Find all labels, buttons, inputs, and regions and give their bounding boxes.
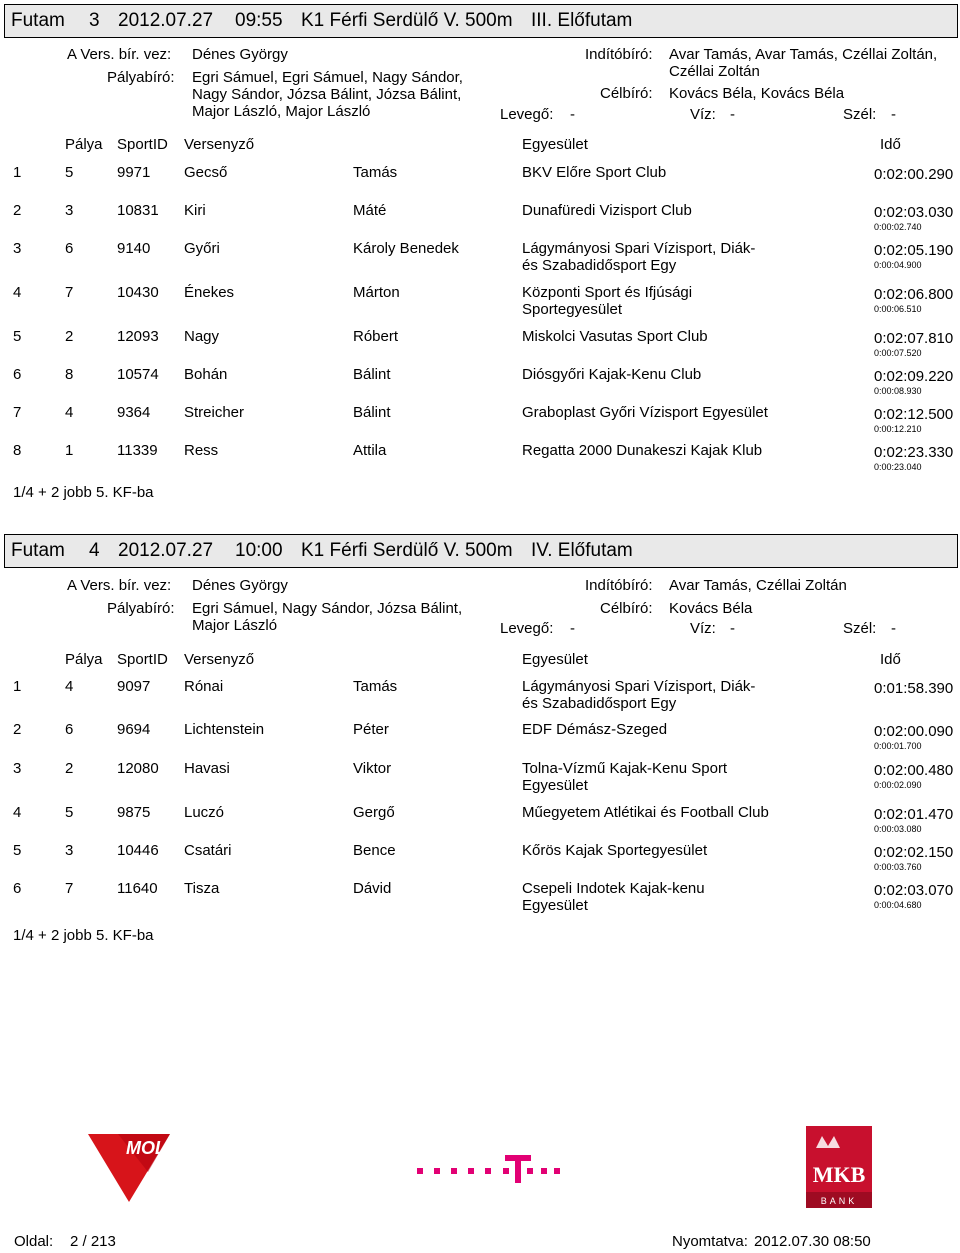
col-time: Idő [880,136,901,153]
time-behind: 0:00:03.080 [874,824,922,834]
club-line: Műegyetem Atlétikai és Football Club [522,804,769,821]
club-line: Egyesület [522,897,588,914]
last-name: Streicher [184,404,245,421]
col-competitor: Versenyző [184,651,255,668]
sport-id: 10831 [117,202,159,219]
telekom-logo-graphic [415,1152,560,1186]
place: 2 [13,202,22,219]
club-line: Központi Sport és Ifjúsági [522,284,693,301]
last-name: Havasi [184,760,230,777]
first-name: Máté [353,202,387,219]
time-behind: 0:00:04.900 [874,260,922,270]
lane: 4 [65,678,74,695]
wind-value: - [891,620,896,637]
lane: 3 [65,842,74,859]
sport-id: 10430 [117,284,159,301]
first-name: Bence [353,842,396,859]
sport-id: 9971 [117,164,151,181]
lane: 7 [65,880,74,897]
first-name: Dávid [353,880,392,897]
starter-line: Czéllai Zoltán [669,63,760,80]
svg-text:MOL: MOL [126,1138,166,1158]
col-competitor: Versenyző [184,136,255,153]
finish-time: 0:02:03.070 [874,882,954,899]
sport-id: 9140 [117,240,151,257]
first-name: Róbert [353,328,399,345]
wind-label: Szél: [843,106,877,123]
col-time: Idő [880,651,901,668]
last-name: Ress [184,442,219,459]
finish-time: 0:02:00.090 [874,723,954,740]
sport-id: 11339 [117,442,158,459]
water-label: Víz: [690,106,716,123]
qualification-note: 1/4 + 2 jobb 5. KF-ba [13,927,154,944]
course-judge-line: Egri Sámuel, Egri Sámuel, Nagy Sándor, [192,69,463,86]
first-name: Károly Benedek [353,240,459,257]
heat-time: 10:00 [235,540,283,561]
course-judge-label: Pályabíró: [107,69,175,86]
first-name: Tamás [353,678,398,695]
finish-time: 0:02:23.330 [874,444,954,461]
club-line: Lágymányosi Spari Vízisport, Diák- [522,678,756,695]
finish-time: 0:02:06.800 [874,286,954,303]
course-judge-line: Major László [192,617,278,634]
place: 3 [13,240,22,257]
last-name: Lichtenstein [184,721,265,738]
finish-time: 0:02:03.030 [874,204,954,221]
time-behind: 0:00:12.210 [874,424,922,434]
club-line: Csepeli Indotek Kajak-kenu [522,880,705,897]
time-behind: 0:00:06.510 [874,304,922,314]
heat-round: III. Előfutam [531,10,633,31]
place: 3 [13,760,22,777]
sport-id: 9364 [117,404,151,421]
heat-event: K1 Férfi Serdülő V. 500m [301,10,513,31]
chief-judge-label: A Vers. bír. vez: [67,577,172,594]
water-label: Víz: [690,620,716,637]
wind-value: - [891,106,896,123]
course-judge-line: Major László, Major László [192,103,371,120]
sport-id: 9097 [117,678,151,695]
course-judge-line: Egri Sámuel, Nagy Sándor, Józsa Bálint, [192,600,463,617]
lane: 2 [65,760,74,777]
heat-date: 2012.07.27 [118,540,214,561]
lane: 5 [65,804,74,821]
chief-judge-label: A Vers. bír. vez: [67,46,172,63]
telekom-logo [415,1152,560,1186]
club-line: Sportegyesület [522,301,623,318]
first-name: Bálint [353,366,391,383]
sport-id: 12080 [117,760,159,777]
water-value: - [730,620,735,637]
lane: 2 [65,328,74,345]
page-number: 2 / 213 [70,1233,116,1250]
last-name: Csatári [184,842,232,859]
wind-label: Szél: [843,620,877,637]
last-name: Nagy [184,328,220,345]
heat-label: Futam [11,540,65,561]
last-name: Luczó [184,804,225,821]
place: 4 [13,804,22,821]
water-value: - [730,106,735,123]
mol-logo [88,1132,170,1204]
club-line: Dunafüredi Vizisport Club [522,202,692,219]
lane: 6 [65,240,74,257]
starter-label: Indítóbíró: [585,577,653,594]
first-name: Viktor [353,760,392,777]
first-name: Márton [353,284,400,301]
club-line: Diósgyőri Kajak-Kenu Club [522,366,702,383]
club-line: Miskolci Vasutas Sport Club [522,328,708,345]
starter-line: Avar Tamás, Avar Tamás, Czéllai Zoltán, [669,46,938,63]
col-lane: Pálya [65,651,103,668]
finish-judge-value: Kovács Béla, Kovács Béla [669,85,845,102]
sport-id: 10446 [117,842,159,859]
heat-header-bar [4,534,958,568]
place: 5 [13,328,22,345]
place: 7 [13,404,22,421]
time-behind: 0:00:02.740 [874,222,922,232]
finish-judge-label: Célbíró: [600,85,653,102]
club-line: Regatta 2000 Dunakeszi Kajak Klub [522,442,763,459]
sport-id: 11640 [117,880,158,897]
lane: 4 [65,404,74,421]
sport-id: 10574 [117,366,159,383]
first-name: Péter [353,721,389,738]
lane: 6 [65,721,74,738]
heat-event: K1 Férfi Serdülő V. 500m [301,540,513,561]
place: 6 [13,880,22,897]
svg-text:BANK: BANK [820,1196,858,1206]
club-line: EDF Démász-Szeged [522,721,668,738]
place: 2 [13,721,22,738]
finish-judge-label: Célbíró: [600,600,653,617]
last-name: Bohán [184,366,228,383]
time-behind: 0:00:01.700 [874,741,922,751]
col-sportid: SportID [117,136,168,153]
starter-line: Avar Tamás, Czéllai Zoltán [669,577,847,594]
time-behind: 0:00:04.680 [874,900,922,910]
first-name: Tamás [353,164,398,181]
heat-time: 09:55 [235,10,283,31]
time-behind: 0:00:23.040 [874,462,922,472]
chief-judge-value: Dénes György [192,46,288,63]
time-behind: 0:00:03.760 [874,862,922,872]
club-line: és Szabadidősport Egy [522,257,677,274]
time-behind: 0:00:08.930 [874,386,922,396]
finish-time: 0:02:00.290 [874,166,954,183]
last-name: Rónai [184,678,224,695]
place: 5 [13,842,22,859]
sport-id: 9694 [117,721,151,738]
first-name: Gergő [353,804,395,821]
heat-date: 2012.07.27 [118,10,214,31]
last-name: Énekes [184,284,235,301]
heat-round: IV. Előfutam [531,540,633,561]
finish-time: 0:02:09.220 [874,368,954,385]
heat-number: 3 [89,10,100,31]
sport-id: 9875 [117,804,151,821]
finish-time: 0:01:58.390 [874,680,954,697]
lane: 1 [65,442,74,459]
last-name: Gecső [184,164,228,181]
course-judge-line: Nagy Sándor, Józsa Bálint, Józsa Bálint, [192,86,462,103]
page-label: Oldal: [14,1233,54,1250]
place: 6 [13,366,22,383]
time-behind: 0:00:02.090 [874,780,922,790]
mkb-bank-logo-graphic [806,1126,872,1208]
club-line: Graboplast Győri Vízisport Egyesület [522,404,768,421]
heat-number: 4 [89,540,100,561]
heat-label: Futam [11,10,65,31]
air-label: Levegő: [500,106,554,123]
air-value: - [570,106,575,123]
finish-time: 0:02:02.150 [874,844,954,861]
club-line: Egyesület [522,777,588,794]
printed-label: Nyomtatva: [672,1233,748,1250]
course-judge-label: Pályabíró: [107,600,175,617]
finish-judge-value: Kovács Béla [669,600,753,617]
lane: 7 [65,284,74,301]
lane: 8 [65,366,74,383]
finish-time: 0:02:12.500 [874,406,954,423]
place: 4 [13,284,22,301]
sport-id: 12093 [117,328,159,345]
club-line: és Szabadidősport Egy [522,695,677,712]
place: 1 [13,164,22,181]
col-club: Egyesület [522,136,588,153]
finish-time: 0:02:05.190 [874,242,954,259]
lane: 3 [65,202,74,219]
lane: 5 [65,164,74,181]
mkb-bank-logo [806,1126,872,1208]
heat-header-bar [4,4,958,38]
place: 1 [13,678,22,695]
first-name: Attila [353,442,387,459]
finish-time: 0:02:07.810 [874,330,954,347]
club-line: Tolna-Vízmű Kajak-Kenu Sport [522,760,728,777]
club-line: Kőrös Kajak Sportegyesület [522,842,708,859]
col-sportid: SportID [117,651,168,668]
starter-label: Indítóbíró: [585,46,653,63]
col-lane: Pálya [65,136,103,153]
col-club: Egyesület [522,651,588,668]
air-value: - [570,620,575,637]
chief-judge-value: Dénes György [192,577,288,594]
qualification-note: 1/4 + 2 jobb 5. KF-ba [13,484,154,501]
svg-text:MKB: MKB [812,1162,866,1187]
first-name: Bálint [353,404,391,421]
finish-time: 0:02:00.480 [874,762,954,779]
air-label: Levegő: [500,620,554,637]
last-name: Tisza [184,880,220,897]
mol-logo-graphic [88,1132,170,1204]
club-line: Lágymányosi Spari Vízisport, Diák- [522,240,756,257]
club-line: BKV Előre Sport Club [522,164,667,181]
place: 8 [13,442,22,459]
finish-time: 0:02:01.470 [874,806,954,823]
time-behind: 0:00:07.520 [874,348,922,358]
last-name: Kiri [184,202,206,219]
last-name: Győri [184,240,220,257]
printed-date: 2012.07.30 08:50 [754,1233,871,1250]
